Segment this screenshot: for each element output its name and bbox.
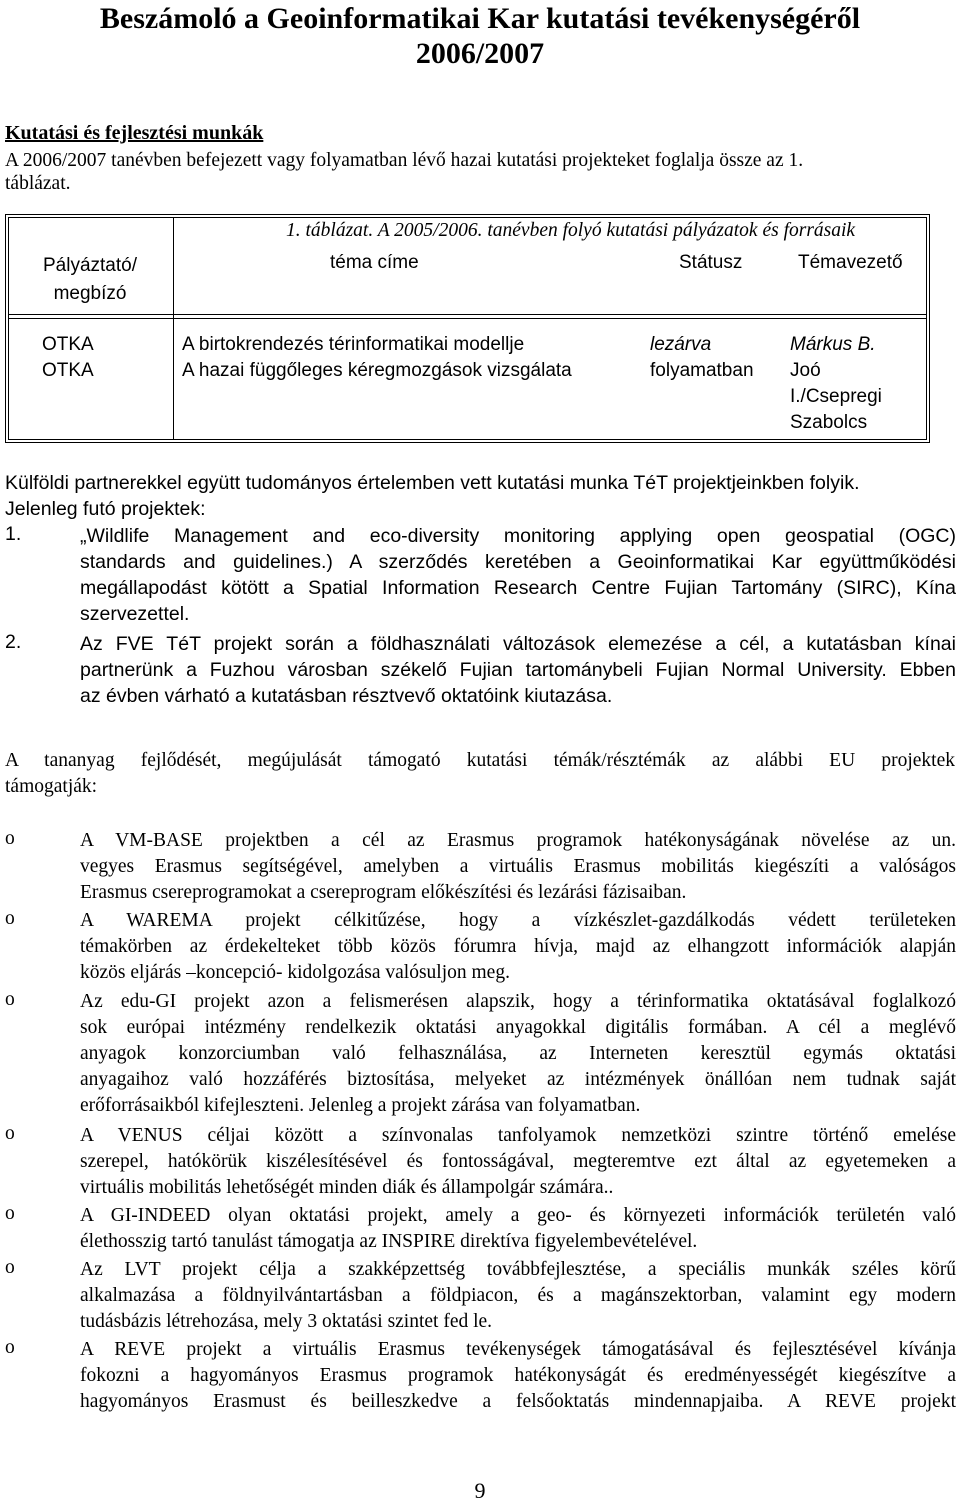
eu-item-venus — [80, 1123, 956, 1201]
eu-item-vm-base — [80, 828, 956, 906]
table-row-1-topic: A birtokrendezés térinformatikai modellje — [182, 334, 525, 355]
list-item-line: közös eljárás –koncepció- kidolgozása valósuljon meg. — [80, 962, 510, 983]
table-row-1-status: lezárva — [650, 334, 712, 355]
intro-line-1: A 2006/2007 tanévben befejezett vagy folyamatban lévő hazai kutatási projekteket foglalja össze az 1. — [5, 150, 804, 171]
list-item-line: Erasmus csereprogramokat a csereprogram előkészítési és lezárási fázisaiban. — [80, 882, 687, 903]
table-row-1-lead: Márkus B. — [790, 334, 876, 355]
table-row-1-funder: OTKA — [42, 334, 94, 355]
list-item-line: A VM-BASE projektben a cél az Erasmus programok hatékonyságának növelése az un. — [80, 830, 956, 851]
bullet-icon: o — [5, 989, 15, 1010]
table-row-2-lead: Joó I./Csepregi Szabolcs — [790, 360, 882, 433]
list-item-line: vegyes Erasmus segítségével, amelyben a virtuális Erasmus mobilitás kiegészíti a valóságos — [80, 856, 956, 877]
table-header-status: Státusz — [679, 252, 743, 273]
page-number: 9 — [474, 1478, 486, 1503]
bullet-icon: o — [5, 828, 15, 849]
list-item-line: partnerünk a Fuzhou városban székelő Fujian tartománybeli Fujian Normal University. Ebben — [80, 659, 956, 681]
bullet-icon: o — [5, 908, 15, 929]
table-header-topic: téma címe — [330, 252, 419, 273]
eu-item-lvt — [80, 1257, 956, 1335]
eu-item-warema — [80, 908, 956, 986]
list-item-line: megállapodást kötött a Spatial Information Research Centre Fujian Tartomány (SIRC), Kína — [80, 577, 956, 599]
list-item-line: szerepel, hatókörük kiszélesítésével és fontosságával, megteremtve ezt által az egyetemeken a — [80, 1151, 956, 1172]
list-item-line: standards and guidelines.) A szerződés keretében a Geoinformatikai Kar együttműködési — [80, 551, 956, 573]
bullet-icon: o — [5, 1337, 15, 1358]
foreign-line-1: Külföldi partnerekkel együtt tudományos értelemben vett kutatási munka TéT projektjeinkben folyik. — [5, 472, 860, 494]
foreign-item-2 — [80, 631, 956, 709]
intro-line-2: táblázat. — [5, 173, 71, 194]
table-caption: 1. táblázat. A 2005/2006. tanévben folyó kutatási pályázatok és forrásaik — [282, 218, 859, 244]
list-item-line: A REVE projekt a virtuális Erasmus tevékenységek támogatásával és fejlesztésével kívánja — [80, 1339, 956, 1360]
eu-item-reve — [80, 1337, 956, 1415]
foreign-item-1 — [80, 523, 956, 627]
bullet-icon: o — [5, 1257, 15, 1278]
page-title-year: 2006/2007 — [415, 37, 545, 70]
list-item-line: Az edu-GI projekt azon a felismerésen alapszik, hogy a térinformatika oktatásával foglalkozó — [80, 991, 956, 1012]
list-item-line: „Wildlife Management and eco-diversity monitoring applying open geospatial (OGC) — [80, 525, 956, 547]
list-item-line: A VENUS céljai között a színvonalas tanfolyamok nemzetközi szintre történő emelése — [80, 1125, 956, 1146]
list-item-line: alkalmazása a földnyilvántartásban a földpiacon, és a magánszektorban, valamint egy modern — [80, 1285, 956, 1306]
eu-item-edu-gi — [80, 989, 956, 1119]
list-item-line: Az LVT projekt célja a szakképzettség továbbfejlesztése, a speciális munkák széles körű — [80, 1259, 956, 1280]
foreign-line-2: Jelenleg futó projektek: — [5, 498, 206, 520]
list-item-line: A GI-INDEED olyan oktatási projekt, amely a geo- és környezeti információk területén való — [80, 1205, 956, 1226]
eu-intro-line-2: támogatják: — [5, 776, 98, 797]
page-title: Beszámoló a Geoinformatikai Kar kutatási tevékenységéről — [99, 2, 861, 35]
bullet-icon: o — [5, 1203, 15, 1224]
list-item-line: Az FVE TéT projekt során a földhasználati változások elemezése a cél, a kutatásban kínai — [80, 633, 956, 655]
table-row-2-status: folyamatban — [650, 360, 754, 381]
list-item-line: fokozni a hagyományos Erasmus programok hatékonyságát és eredményességét kiegészítve a — [80, 1365, 956, 1386]
table-row-2-topic: A hazai függőleges kéregmozgások vizsgálata — [182, 360, 572, 381]
eu-intro-line-1: A tananyag fejlődését, megújulását támogató kutatási témák/résztémák az alábbi EU projektek — [5, 750, 955, 771]
list-item-line: tudásbázis létrehozása, mely 3 oktatási szintet fed le. — [80, 1311, 493, 1332]
list-item-line: anyagaihoz való hozzáférés biztosítása, melyeket az intézmények önállóan nem tudnak saját — [80, 1069, 956, 1090]
list-item-line: sok európai intézmény rendelkezik oktatási anyagokkal digitális formában. A cél a meglévő — [80, 1017, 956, 1038]
list-number: 2. — [5, 631, 22, 653]
list-item-line: hagyományos Erasmust és beilleszkedve a felsőoktatás mindennapjaiba. A REVE projekt — [80, 1391, 956, 1412]
section-heading: Kutatási és fejlesztési munkák — [5, 122, 264, 144]
table-row-2-funder: OTKA — [42, 360, 94, 381]
bullet-icon: o — [5, 1123, 15, 1144]
list-item-line: virtuális mobilitás lehetőségét minden diák és állampolgár számára.. — [80, 1177, 614, 1198]
eu-item-gi-indeed — [80, 1203, 956, 1255]
list-number: 1. — [5, 523, 22, 545]
list-item-line: az évben várható a kutatásban résztvevő oktatóink kiutazása. — [80, 685, 613, 707]
list-item-line: anyagok konzorciumban való felhasználása, az Interneten keresztül egymás oktatási — [80, 1043, 956, 1064]
list-item-line: A WAREMA projekt célkitűzése, hogy a vízkészlet-gazdálkodás védett területeken — [80, 910, 956, 931]
table-header-lead: Témavezető — [798, 252, 903, 273]
list-item-line: szervezettel. — [80, 603, 190, 625]
list-item-line: témakörben az érdekelteket több közös fórumra hívja, majd az elhangzott információk alapján — [80, 936, 956, 957]
list-item-line: erőforrásaikból kifejleszteni. Jelenleg a projekt zárása van folyamatban. — [80, 1095, 641, 1116]
table-header-funder: Pályáztató/ megbízó — [43, 255, 137, 304]
list-item-line: élethosszig tartó tanulást támogatja az INSPIRE direktíva figyelembevételével. — [80, 1231, 698, 1252]
